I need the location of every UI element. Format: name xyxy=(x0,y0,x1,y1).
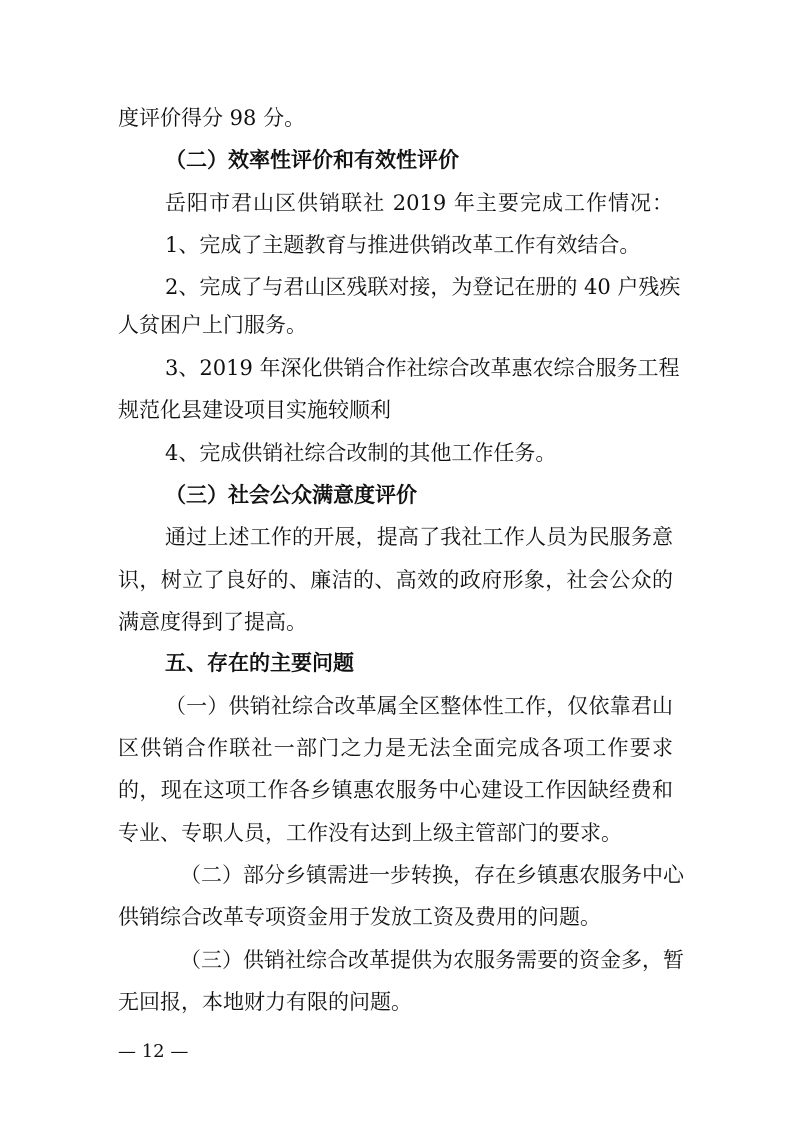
body-text-line: 区供销合作联社一部门之力是无法全面完成各项工作要求 xyxy=(118,736,673,760)
body-text-line: 识，树立了良好的、廉洁的、高效的政府形象，社会公众的 xyxy=(118,568,673,592)
body-text-line: 满意度得到了提高。 xyxy=(118,610,307,634)
list-item-continuation: 规范化县建设项目实施较顺利 xyxy=(118,398,391,422)
body-text-line: （二）部分乡镇需进一步转换，存在乡镇惠农服务中心 xyxy=(180,863,684,887)
body-text-line: 无回报，本地财力有限的问题。 xyxy=(118,990,412,1014)
page-number: — 12 — xyxy=(118,1041,189,1062)
section-heading-efficiency: （二）效率性评价和有效性评价 xyxy=(165,147,459,172)
body-text-line: （三）供销社综合改革提供为农服务需要的资金多，暂 xyxy=(180,948,684,972)
body-text-line: 专业、专职人员，工作没有达到上级主管部门的要求。 xyxy=(118,821,622,845)
list-item-continuation: 人贫困户上门服务。 xyxy=(118,313,307,337)
list-item: 2、完成了与君山区残联对接，为登记在册的 40 户残疾 xyxy=(165,275,681,299)
body-text-line: （一）供销社综合改革属全区整体性工作，仅依靠君山 xyxy=(165,694,673,718)
section-heading-problems: 五、存在的主要问题 xyxy=(165,650,354,675)
section-heading-satisfaction: （三）社会公众满意度评价 xyxy=(165,482,417,507)
body-text-line: 度评价得分 98 分。 xyxy=(118,106,306,130)
body-text-line: 的，现在这项工作各乡镇惠农服务中心建设工作因缺经费和 xyxy=(118,778,673,802)
body-text-line: 通过上述工作的开展，提高了我社工作人员为民服务意 xyxy=(165,525,673,549)
list-item: 3、2019 年深化供销合作社综合改革惠农综合服务工程 xyxy=(165,356,680,380)
body-text-line: 供销综合改革专项资金用于发放工资及费用的问题。 xyxy=(118,905,601,929)
list-item: 4、完成供销社综合改制的其他工作任务。 xyxy=(165,441,557,465)
body-text-line: 岳阳市君山区供销联社 2019 年主要完成工作情况： xyxy=(165,191,673,215)
list-item: 1、完成了主题教育与推进供销改革工作有效结合。 xyxy=(165,233,641,257)
